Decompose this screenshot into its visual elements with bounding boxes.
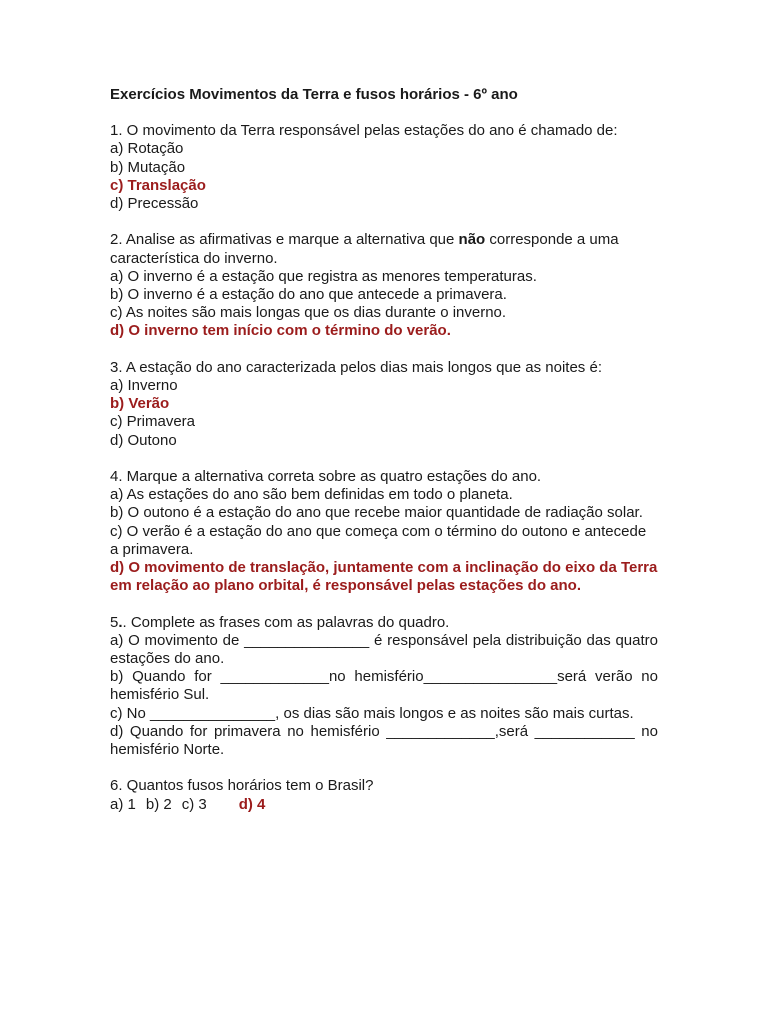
question-4 — [110, 468, 658, 595]
question-5-item-b: b) Quando for _____________no hemisfério________________será verão no hemisfério Sul. — [110, 668, 658, 704]
document-title: Exercícios Movimentos da Terra e fusos horários - 6º ano — [110, 86, 518, 103]
question-5-stem-text: . Complete as frases com as palavras do quadro. — [122, 613, 450, 631]
question-1-option-b: b) Mutação — [110, 158, 186, 176]
question-2-stem — [110, 231, 658, 267]
question-1-option-c-correct: c) Translação — [110, 176, 206, 194]
question-6-option-a: a) 1 — [110, 795, 136, 813]
question-2-stem-end: corresponde a uma característica do inverno. — [110, 231, 619, 267]
question-2-option-a: a) O inverno é a estação que registra as menores temperaturas. — [110, 267, 537, 285]
question-1-stem: 1. O movimento da Terra responsável pelas estações do ano é chamado de: — [110, 122, 618, 140]
question-2-option-b: b) O inverno é a estação do ano que antecede a primavera. — [110, 286, 507, 304]
question-1 — [110, 122, 658, 213]
question-2 — [110, 231, 658, 340]
question-5-number: 5 — [110, 613, 119, 631]
question-3-option-c: c) Primavera — [110, 413, 196, 431]
question-4-option-d-correct: d) O movimento de translação, juntamente com a inclinação do eixo da Terra em relação ao plano orbital, é responsável pelas estações do ano. — [110, 559, 658, 595]
question-6-stem: 6. Quantos fusos horários tem o Brasil? — [110, 777, 374, 795]
question-6-option-c: c) 3 — [181, 795, 207, 813]
question-2-option-c: c) As noites são mais longas que os dias durante o inverno. — [110, 304, 507, 322]
question-4-option-c: c) O verão é a estação do ano que começa com o término do outono e antecede a primavera. — [110, 522, 647, 558]
question-5 — [110, 614, 658, 760]
question-2-stem-emphasis: não — [458, 231, 486, 249]
question-2-stem-start: 2. Analise as afirmativas e marque a alternativa que — [110, 231, 459, 249]
question-5-item-c: c) No _______________, os dias são mais longos e as noites são mais curtas. — [110, 704, 634, 722]
question-4-stem: 4. Marque a alternativa correta sobre as quatro estações do ano. — [110, 468, 542, 486]
question-4-option-b: b) O outono é a estação do ano que recebe maior quantidade de radiação solar. — [110, 504, 643, 522]
question-3-option-a: a) Inverno — [110, 377, 178, 395]
question-3-option-b-correct: b) Verão — [110, 395, 170, 413]
question-5-stem: 5.. Complete as frases com as palavras do quadro. — [110, 613, 450, 631]
question-2-option-d-correct: d) O inverno tem início com o término do verão. — [110, 322, 451, 340]
question-6-options — [110, 796, 658, 814]
question-4-option-a: a) As estações do ano são bem definidas em todo o planeta. — [110, 486, 513, 504]
question-1-option-a: a) Rotação — [110, 140, 184, 158]
question-6-option-d-correct: d) 4 — [238, 795, 266, 813]
question-6-option-b: b) 2 — [145, 795, 172, 813]
question-3-option-d: d) Outono — [110, 431, 177, 449]
question-6 — [110, 777, 658, 813]
question-1-option-d: d) Precessão — [110, 195, 199, 213]
question-3-stem: 3. A estação do ano caracterizada pelos dias mais longos que as noites é: — [110, 358, 602, 376]
question-5-item-a: a) O movimento de _______________ é responsável pela distribuição das quatro estações do ano. — [110, 631, 658, 668]
document-page — [110, 86, 658, 832]
question-5-item-d: d) Quando for primavera no hemisfério _____________,será ____________ no hemisfério Norte. — [110, 722, 658, 759]
question-3 — [110, 359, 658, 450]
